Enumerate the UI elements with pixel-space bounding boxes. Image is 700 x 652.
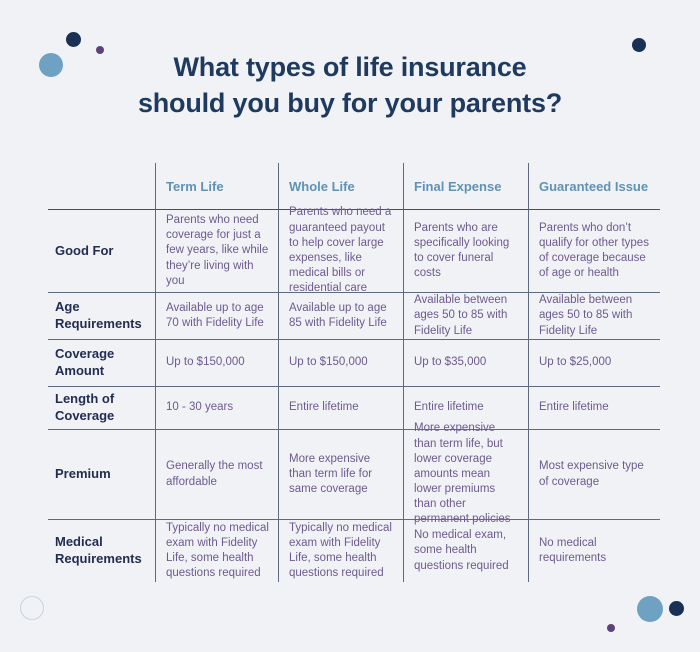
decor-dot-navy-top-left-icon — [66, 32, 81, 47]
table-cell: Up to $25,000 — [528, 339, 660, 386]
column-header-term-life: Term Life — [155, 163, 278, 209]
table-cell: Available up to age 70 with Fidelity Life — [155, 292, 278, 339]
table-cell: Available between ages 50 to 85 with Fidelity Life — [528, 292, 660, 339]
page-title-line-2: should you buy for your parents? — [137, 87, 563, 118]
decor-circle-outline-bottom-left-icon — [20, 596, 44, 620]
table-cell: Parents who are specifically looking to cover funeral costs — [403, 209, 528, 292]
table-cell: Typically no medical exam with Fidelity Life, some health questions required — [278, 519, 403, 582]
decor-dot-navy-bottom-right-icon — [669, 601, 684, 616]
table-cell: Entire lifetime — [278, 386, 403, 429]
table-cell: Parents who need coverage for just a few years, like while they’re living with you — [155, 209, 278, 292]
row-label-length-of-coverage: Length of Coverage — [48, 386, 155, 429]
column-header-final-expense: Final Expense — [403, 163, 528, 209]
row-label-good-for: Good For — [48, 209, 155, 292]
table-cell: Up to $35,000 — [403, 339, 528, 386]
table-cell: Available up to age 85 with Fidelity Life — [278, 292, 403, 339]
row-label-coverage-amount: Coverage Amount — [48, 339, 155, 386]
table-cell: Parents who don’t qualify for other types of coverage because of age or health — [528, 209, 660, 292]
row-label-medical-requirements: Medical Requirements — [48, 519, 155, 582]
table-cell: More expensive than term life for same coverage — [278, 429, 403, 519]
table-cell: Most expensive type of coverage — [528, 429, 660, 519]
comparison-table — [48, 163, 660, 582]
table-cell: No medical requirements — [528, 519, 660, 582]
row-label-premium: Premium — [48, 429, 155, 519]
table-cell: Typically no medical exam with Fidelity Life, some health questions required — [155, 519, 278, 582]
table-corner-cell — [48, 163, 155, 209]
table-cell: No medical exam, some health questions required — [403, 519, 528, 582]
table-cell: Up to $150,000 — [155, 339, 278, 386]
table-cell: More expensive than term life, but lower coverage amounts mean lower premiums than other permanent policies — [403, 429, 528, 519]
decor-dot-purple-bottom-right-icon — [607, 624, 615, 632]
decor-dot-blue-bottom-right-icon — [637, 596, 663, 622]
table-cell: Available between ages 50 to 85 with Fidelity Life — [403, 292, 528, 339]
page-title-line-1: What types of life insurance — [173, 52, 527, 82]
table-cell: Up to $150,000 — [278, 339, 403, 386]
table-cell: Parents who need a guaranteed payout to help cover large expenses, like medical bills or residential care — [278, 209, 403, 292]
table-cell: 10 - 30 years — [155, 386, 278, 429]
column-header-guaranteed-issue: Guaranteed Issue — [528, 163, 660, 209]
table-cell: Entire lifetime — [528, 386, 660, 429]
row-label-age-requirements: Age Requirements — [48, 292, 155, 339]
table-cell: Generally the most affordable — [155, 429, 278, 519]
decor-dot-purple-top-left-icon — [96, 46, 104, 54]
decor-dot-navy-top-right-icon — [632, 38, 646, 52]
decor-dot-blue-top-left-icon — [39, 53, 63, 77]
column-header-whole-life: Whole Life — [278, 163, 403, 209]
page-title — [0, 0, 700, 121]
table-cell: Entire lifetime — [403, 386, 528, 429]
